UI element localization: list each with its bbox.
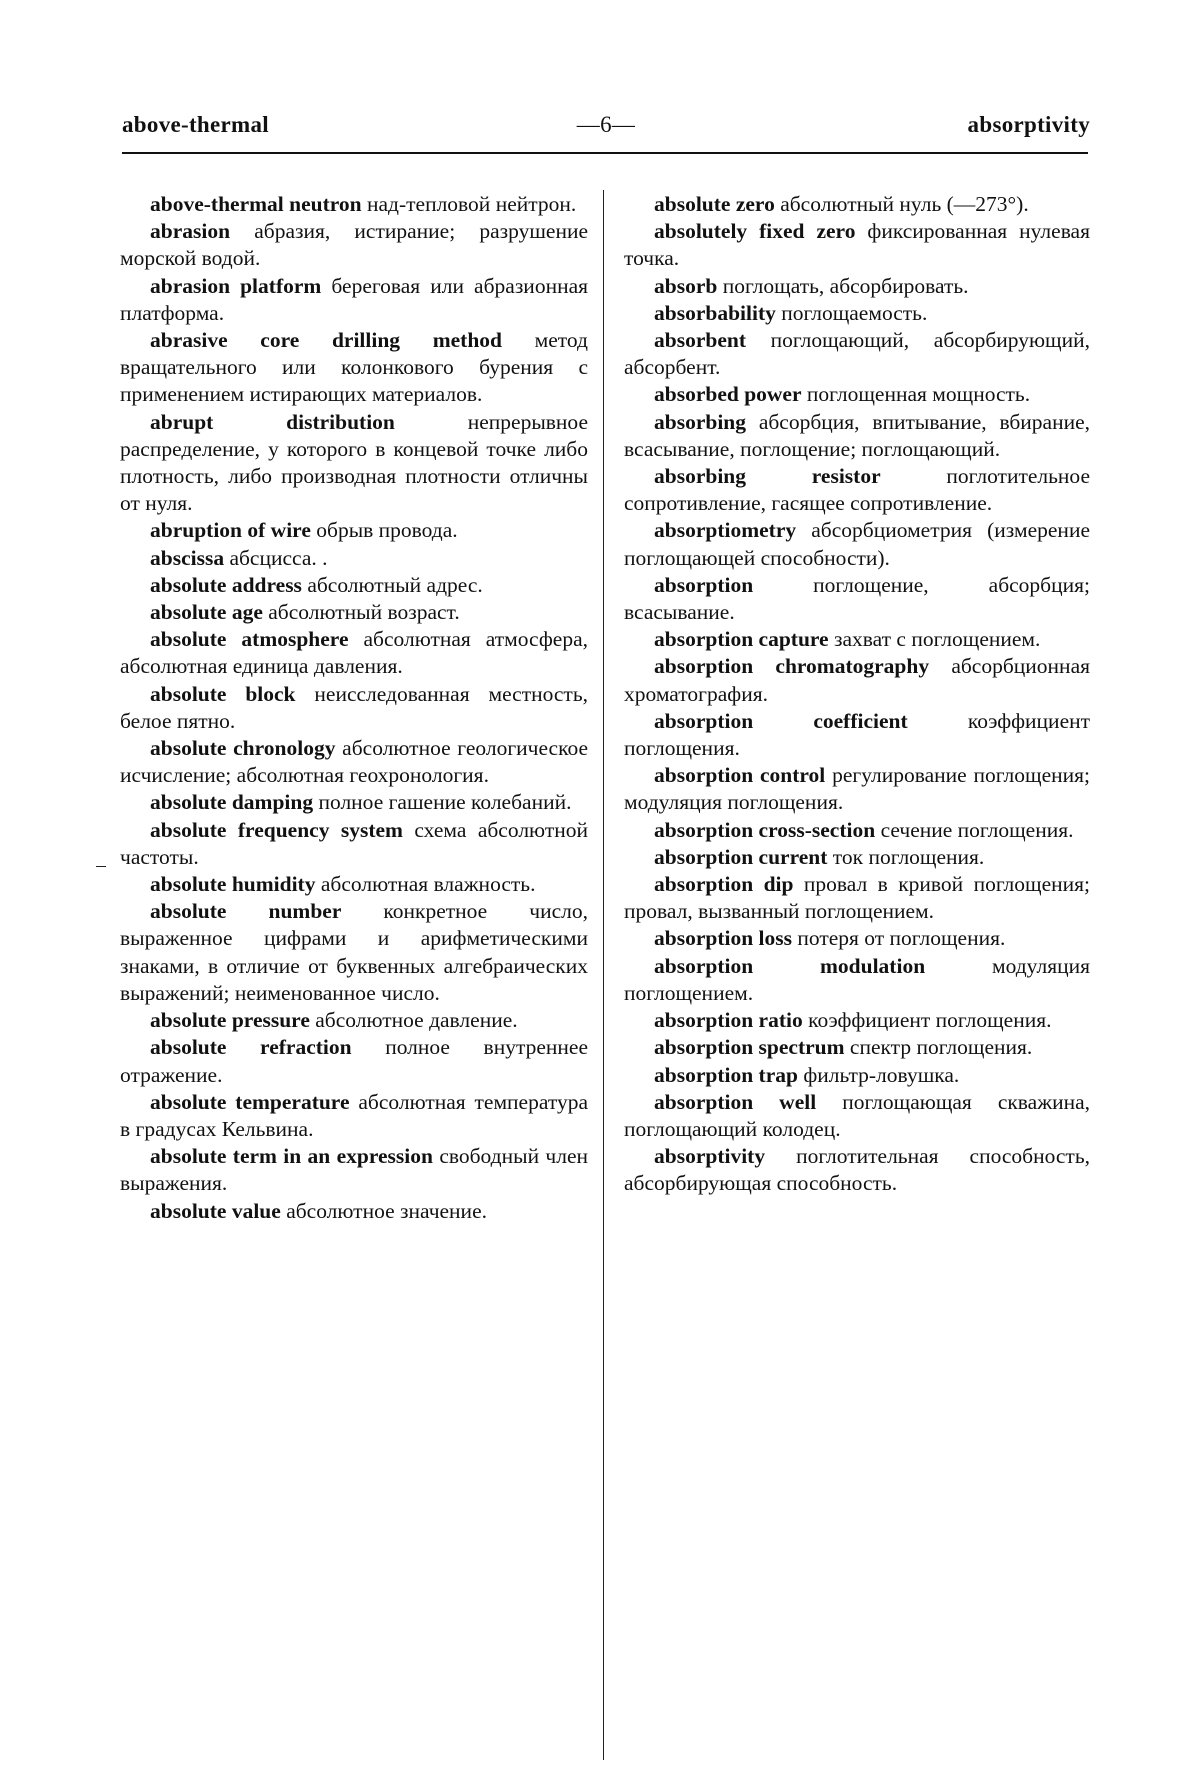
entry-definition: провал в кривой поглощения; провал, вызванный поглощением. [624, 872, 1091, 924]
dictionary-entry [120, 1089, 588, 1143]
entry-term: absorbing [654, 409, 747, 434]
dictionary-entry [120, 789, 588, 816]
entry-definition: поглощаемость. [781, 300, 928, 325]
entry-term: absorption coefficient [654, 708, 908, 733]
entry-term: absolute term in an expression [150, 1144, 433, 1169]
entry-term: absolute damping [150, 790, 314, 815]
dictionary-entry [120, 218, 588, 272]
entry-term: abrasion platform [150, 273, 322, 298]
entry-term: absolute atmosphere [150, 627, 349, 652]
dictionary-entry [624, 871, 1090, 925]
entry-term: absorptiometry [654, 518, 797, 543]
entry-term: absolute frequency system [150, 817, 403, 842]
dictionary-entry [120, 871, 588, 898]
entry-definition: поглотительное сопротивление, гасящее сопротивление. [624, 464, 1090, 516]
entry-definition: полное внутреннее отражение. [120, 1035, 588, 1087]
entry-term: absorption spectrum [654, 1035, 845, 1060]
entry-definition: коэффициент поглощения. [624, 708, 1091, 761]
entry-term: absolute value [150, 1198, 281, 1223]
entry-term: abruption of wire [150, 518, 311, 543]
entry-definition: абсолютная атмосфера, абсолютная единица давления. [120, 627, 588, 679]
entry-term: absolute address [150, 572, 302, 597]
entry-definition: схема абсолютной частоты. [120, 817, 588, 869]
entry-definition: поглощающий, абсорбирующий, абсорбент. [624, 328, 1090, 380]
entry-term: absolute number [150, 899, 342, 924]
dictionary-entry [624, 1034, 1090, 1061]
entry-definition: конкретное число, выраженное цифрами и арифметическими знаками, в отличие от буквенных алгебраических выражений; неименованное число. [120, 899, 588, 1005]
dictionary-entry [120, 545, 588, 572]
entry-definition: фиксированная нулевая точка. [624, 219, 1090, 271]
dictionary-entry [120, 327, 588, 409]
entry-definition: абсолютное геологическое исчисление; абсолютная геохронология. [120, 736, 588, 788]
dictionary-entry [624, 844, 1090, 871]
dictionary-entry [624, 300, 1090, 327]
entry-term: absorbed power [654, 382, 802, 407]
entry-term: absorbent [654, 328, 746, 353]
entry-term: absorption [654, 572, 754, 597]
dictionary-entry [624, 463, 1090, 517]
entry-term: absolute pressure [150, 1008, 310, 1033]
entry-term: absorption loss [654, 926, 792, 951]
dictionary-entry [120, 1143, 588, 1197]
entry-term: absorption dip [654, 872, 794, 897]
dictionary-entry [624, 273, 1090, 300]
entry-term: abrasion [150, 219, 231, 244]
entry-definition: абсолютный возраст. [268, 600, 460, 625]
dictionary-entry [624, 1143, 1090, 1197]
entry-definition: абсолютное давление. [315, 1008, 518, 1033]
dictionary-entry [120, 273, 588, 327]
dictionary-entry [120, 817, 588, 871]
column-divider [603, 190, 604, 1760]
entry-term: absolutely fixed zero [654, 219, 856, 244]
entry-definition: абсорбциометрия (измерение поглощающей способности). [624, 518, 1090, 570]
entry-definition: над-тепловой нейтрон. [366, 192, 577, 216]
dictionary-entry [624, 191, 1090, 218]
dictionary-entry [624, 572, 1090, 626]
dictionary-entry [120, 599, 588, 626]
dictionary-entry [120, 1007, 588, 1034]
dictionary-entry [624, 218, 1090, 272]
dictionary-entry [120, 409, 588, 518]
entry-term: absorption trap [654, 1062, 798, 1087]
entry-definition: сечение поглощения. [880, 817, 1074, 842]
entry-definition: спектр поглощения. [849, 1035, 1033, 1060]
entry-definition: поглощение, абсорбция; всасывание. [624, 572, 1090, 625]
header-rule [122, 152, 1088, 154]
entry-term: abrasive core drilling method [150, 328, 502, 353]
entry-definition: абсцисса. . [229, 545, 328, 570]
entry-definition: неисследованная местность, белое пятно. [120, 681, 589, 733]
entry-term: absorption capture [654, 627, 829, 652]
entry-term: absorb [654, 273, 718, 298]
dictionary-entry [624, 1007, 1090, 1034]
dictionary-entry [624, 381, 1090, 408]
entry-term: absorption modulation [654, 953, 926, 978]
entry-definition: потеря от поглощения. [797, 926, 1006, 951]
entry-definition: ток поглощения. [832, 844, 985, 869]
entry-term: absolute block [150, 681, 296, 706]
entry-definition: абсолютное значение. [286, 1198, 487, 1223]
entry-definition: береговая или абразионная платформа. [120, 273, 589, 325]
entry-term: absorbability [654, 300, 776, 325]
entry-definition: метод вращательного или колонкового бурения с применением истирающих материалов. [120, 328, 588, 407]
dictionary-entry [624, 817, 1090, 844]
right-column [624, 191, 1090, 1198]
entry-term: absolute refraction [150, 1035, 352, 1060]
entry-definition: абразия, истирание; разрушение морской водой. [120, 219, 588, 271]
entry-term: absorption control [654, 763, 826, 788]
entry-definition: захват с поглощением. [833, 627, 1041, 652]
header-right-guide-word: absorptivity [967, 112, 1090, 137]
entry-definition: непрерывное распределение, у которого в концевой точке либо плотность, либо производная плотности отличны от нуля. [120, 409, 588, 516]
entry-definition: абсолютный нуль (—273°). [780, 192, 1029, 216]
dictionary-entry [624, 653, 1090, 707]
entry-definition: абсолютный адрес. [307, 572, 483, 597]
dictionary-entry [624, 925, 1090, 952]
entry-definition: абсорбция, впитывание, вбирание, всасывание, поглощение; поглощающий. [624, 409, 1091, 461]
dictionary-entry [624, 953, 1090, 1007]
entry-term: above-thermal neutron [150, 192, 362, 216]
dictionary-entry [624, 517, 1090, 571]
dictionary-entry [120, 735, 588, 789]
entry-term: absorption well [654, 1089, 817, 1114]
entry-term: absolute age [150, 600, 263, 625]
page-header [122, 112, 1090, 152]
dictionary-entry [120, 572, 588, 599]
entry-definition: обрыв провода. [316, 518, 458, 543]
entry-term: absorbing resistor [654, 464, 881, 489]
entry-definition: полное гашение колебаний. [318, 790, 572, 815]
dictionary-entry [120, 681, 588, 735]
dictionary-entry [624, 762, 1090, 816]
entry-term: absorption chromatography [654, 654, 930, 679]
entry-term: absolute chronology [150, 736, 336, 761]
entry-definition: фильтр-ловушка. [803, 1062, 960, 1087]
entry-definition: модуляция поглощением. [624, 953, 1090, 1005]
entry-term: absorption current [654, 844, 828, 869]
dictionary-entry [120, 898, 588, 1007]
entry-term: abrupt distribution [150, 409, 395, 434]
dictionary-entry [624, 708, 1090, 762]
entry-definition: поглощать, абсорбировать. [722, 273, 969, 298]
dictionary-entry [624, 626, 1090, 653]
dictionary-entry [624, 1062, 1090, 1089]
page-number: —6— [576, 112, 636, 137]
entry-term: absolute temperature [150, 1089, 350, 1114]
dictionary-entry [624, 1089, 1090, 1143]
header-left-guide-word: above-thermal [122, 112, 269, 137]
dictionary-entry [120, 626, 588, 680]
entry-definition: абсорбционная хроматография. [624, 654, 1090, 706]
dictionary-entry [624, 327, 1090, 381]
margin-mark [96, 866, 106, 867]
left-column [120, 191, 588, 1225]
entry-definition: коэффициент поглощения. [808, 1008, 1052, 1033]
dictionary-entry [120, 517, 588, 544]
dictionary-entry [120, 1198, 588, 1225]
entry-definition: поглотительная способность, абсорбирующая способность. [624, 1144, 1090, 1196]
dictionary-entry [624, 409, 1090, 463]
entry-definition: абсолютная влажность. [320, 872, 536, 897]
entry-term: absolute humidity [150, 872, 316, 897]
entry-definition: поглощающая скважина, поглощающий колодец. [624, 1089, 1091, 1141]
entry-definition: абсолютная температура в градусах Кельвина. [120, 1089, 588, 1141]
entry-definition: поглощенная мощность. [806, 382, 1031, 407]
entry-definition: свободный член выражения. [120, 1144, 589, 1196]
entry-term: absorption ratio [654, 1008, 803, 1033]
entry-term: absorptivity [654, 1144, 766, 1169]
entry-term: absorption cross-section [654, 817, 876, 842]
dictionary-entry [120, 191, 588, 218]
entry-definition: регулирование поглощения; модуляция поглощения. [624, 763, 1090, 815]
dictionary-entry [120, 1034, 588, 1088]
entry-term: abscissa [150, 545, 225, 570]
entry-term: absolute zero [654, 192, 775, 216]
